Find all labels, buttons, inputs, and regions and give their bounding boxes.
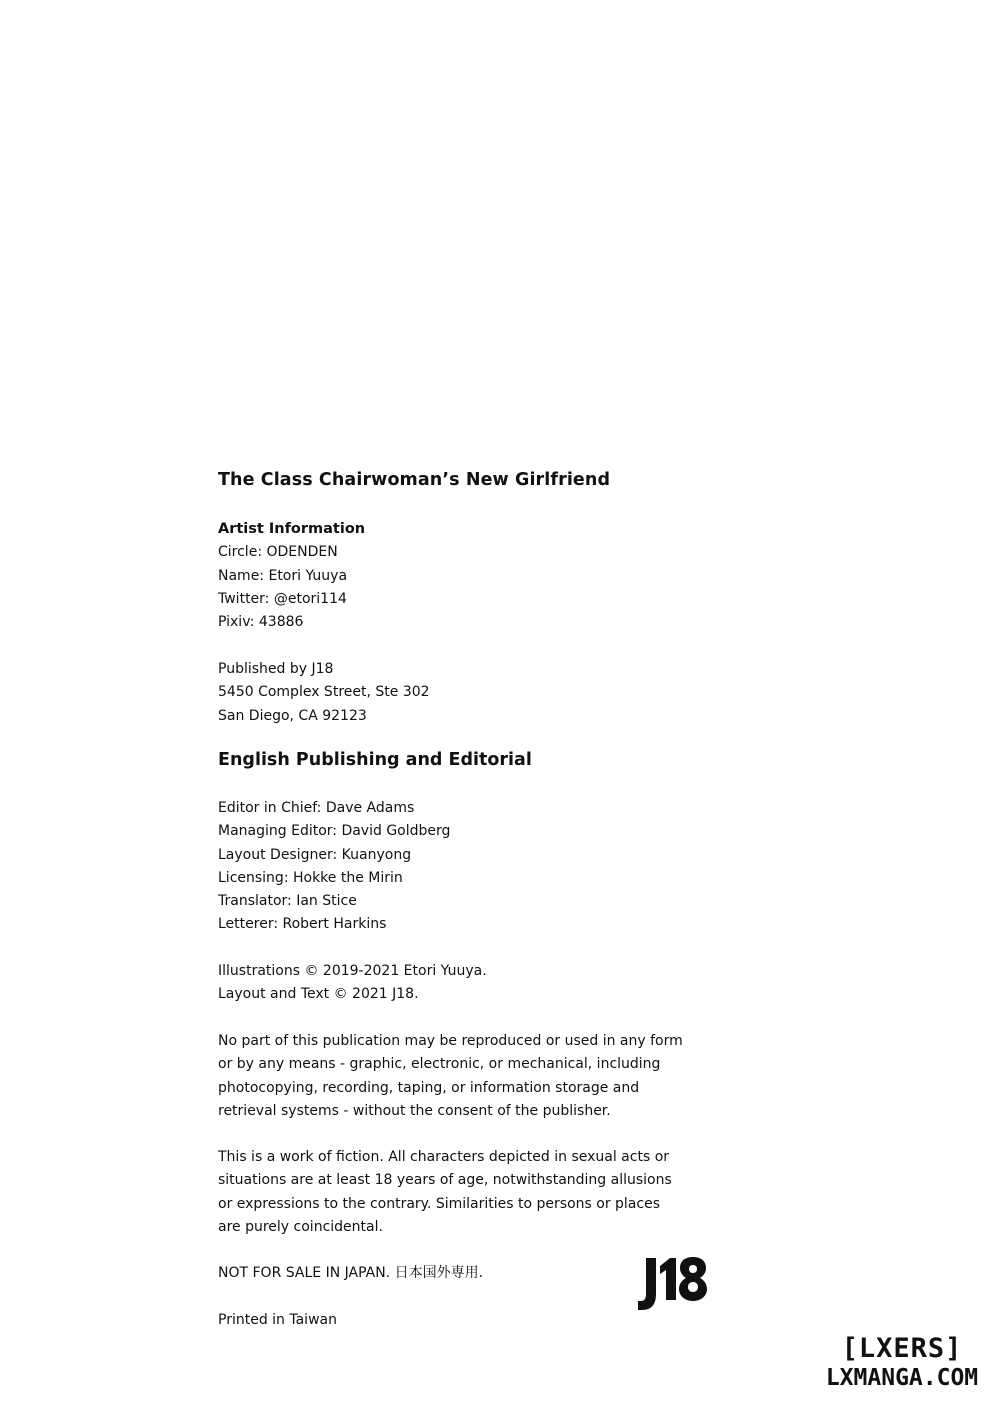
fiction-line: situations are at least 18 years of age, notwithstanding allusions: [218, 1172, 672, 1189]
layout-designer: Layout Designer: Kuanyong: [218, 846, 412, 863]
rights-line: No part of this publication may be reproduced or used in any form: [218, 1033, 683, 1049]
artist-circle: Circle: ODENDEN: [218, 544, 338, 561]
artist-pixiv: Pixiv: 43886: [218, 614, 304, 631]
fiction-line: This is a work of fiction. All characters depicted in sexual acts or: [218, 1149, 670, 1165]
illustrations-copyright: Illustrations © 2019-2021 Etori Yuuya.: [218, 963, 487, 979]
artist-name: Name: Etori Yuuya: [218, 567, 348, 584]
managing-editor: Managing Editor: David Goldberg: [218, 823, 451, 840]
editorial-staff: [218, 797, 658, 937]
letterer: Letterer: Robert Harkins: [218, 916, 387, 933]
watermark: [822, 1334, 982, 1392]
layout-text-copyright: Layout and Text © 2021 J18.: [218, 986, 419, 1003]
editorial-heading: English Publishing and Editorial: [218, 750, 532, 770]
editor-in-chief: Editor in Chief: Dave Adams: [218, 800, 415, 816]
printed-in: Printed in Taiwan: [218, 1312, 337, 1328]
rights-line: photocopying, recording, taping, or information storage and: [218, 1079, 640, 1096]
rights-notice: [218, 1030, 683, 1123]
watermark-line1: [LXERS]: [841, 1333, 963, 1364]
rights-line: or by any means - graphic, electronic, or mechanical, including: [218, 1056, 661, 1073]
artist-twitter: Twitter: @etori114: [218, 590, 347, 607]
translator: Translator: Ian Stice: [218, 893, 357, 910]
fiction-line: are purely coincidental.: [218, 1218, 383, 1235]
book-title: The Class Chairwoman’s New Girlfriend: [218, 470, 611, 490]
artist-info-heading: Artist Information: [218, 521, 366, 537]
not-for-sale-notice: NOT FOR SALE IN JAPAN. 日本国外専用.: [218, 1265, 484, 1281]
j18-logo-icon: [636, 1252, 710, 1314]
rights-line: retrieval systems - without the consent of the publisher.: [218, 1102, 611, 1119]
fiction-line: or expressions to the contrary. Similarities to persons or places: [218, 1195, 660, 1212]
fiction-disclaimer: [218, 1146, 672, 1239]
copyright-block: [218, 960, 658, 1007]
artist-info: [218, 518, 658, 634]
watermark-line2: LXMANGA.COM: [825, 1365, 979, 1391]
publisher-street: 5450 Complex Street, Ste 302: [218, 684, 430, 701]
publisher-city: San Diego, CA 92123: [218, 707, 367, 724]
licensing: Licensing: Hokke the Mirin: [218, 869, 403, 886]
publisher-info: [218, 658, 658, 728]
publisher-name: Published by J18: [218, 661, 334, 677]
